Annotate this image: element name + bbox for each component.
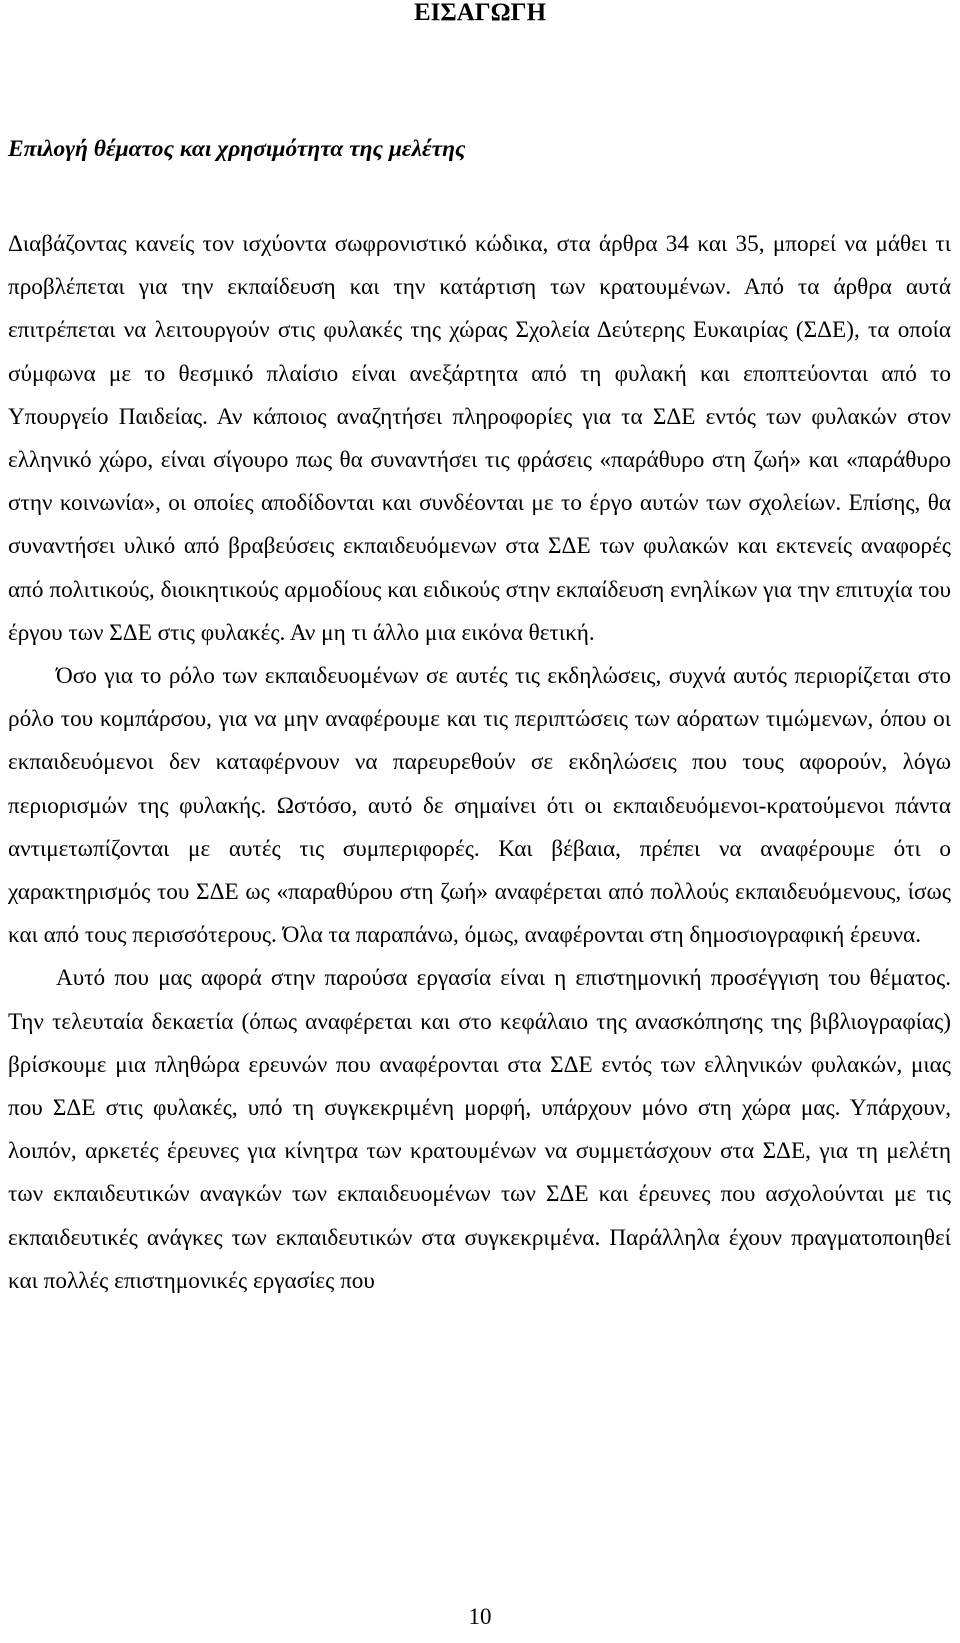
- section-heading: Επιλογή θέματος και χρησιμότητα της μελέτης: [8, 136, 466, 162]
- chapter-title: ΕΙΣΑΓΩΓΗ: [413, 0, 547, 26]
- paragraph-3: Αυτό που μας αφορά στην παρούσα εργασία είναι η επιστημονική προσέγγιση του θέματος. Την τελευταία δεκαετία (όπως αναφέρεται και στο κεφάλαιο της ανασκόπησης της βιβλιογραφίας) βρίσκουμε μια πληθώρα ερευνών που αναφέρονται στα ΣΔΕ εντός των ελληνικών φυλακών, μιας που ΣΔΕ στις φυλακές, υπό τη συγκεκριμένη μορφή, υπάρχουν μόνο στη χώρα μας. Υπάρχουν, λοιπόν, αρκετές έρευνες για κίνητρα των κρατουμένων να συμμετάσχουν στα ΣΔΕ, για τη μελέτη των εκπαιδευτικών αναγκών των εκπαιδευομένων των ΣΔΕ και έρευνες που ασχολούνται με τις εκπαιδευτικές ανάγκες των εκπαιδευτικών στα συγκεκριμένα. Παράλληλα έχουν πραγματοποιηθεί και πολλές επιστημονικές εργασίες που: [8, 965, 951, 1294]
- paragraph-2: Όσο για το ρόλο των εκπαιδευομένων σε αυτές τις εκδηλώσεις, συχνά αυτός περιορίζεται στο ρόλο του κομπάρσου, για να μην αναφέρουμε και τις περιπτώσεις των αόρατων τιμώμενων, όπου οι εκπαιδευόμενοι δεν καταφέρνουν να παρευρεθούν σε εκδηλώσεις που τους αφορούν, λόγω περιορισμών της φυλακής. Ωστόσο, αυτό δε σημαίνει ότι οι εκπαιδευόμενοι-κρατούμενοι πάντα αντιμετωπίζονται με αυτές τις συμπεριφορές. Και βέβαια, πρέπει να αναφέρουμε ότι ο χαρακτηρισμός του ΣΔΕ ως «παραθύρου στη ζωή» αναφέρεται από πολλούς εκπαιδευόμενους, ίσως και από τους περισσότερους. Όλα τα παραπάνω, όμως, αναφέρονται στη δημοσιογραφική έρευνα.: [8, 663, 951, 949]
- paragraph-1: Διαβάζοντας κανείς τον ισχύοντα σωφρονιστικό κώδικα, στα άρθρα 34 και 35, μπορεί να μάθει τι προβλέπεται για την εκπαίδευση και την κατάρτιση των κρατουμένων. Από τα άρθρα αυτά επιτρέπεται να λειτουργούν στις φυλακές της χώρας Σχολεία Δεύτερης Ευκαιρίας (ΣΔΕ), τα οποία σύμφωνα με το θεσμικό πλαίσιο είναι ανεξάρτητα από τη φυλακή και εποπτεύονται από το Υπουργείο Παιδείας. Αν κάποιος αναζητήσει πληροφορίες για τα ΣΔΕ εντός των φυλακών στον ελληνικό χώρο, είναι σίγουρο πως θα συναντήσει τις φράσεις «παράθυρο στη ζωή» και «παράθυρο στην κοινωνία», οι οποίες αποδίδονται και συνδέονται με το έργο αυτών των σχολείων. Επίσης, θα συναντήσει υλικό από βραβεύσεις εκπαιδευόμενων στα ΣΔΕ των φυλακών και εκτενείς αναφορές από πολιτικούς, διοικητικούς αρμοδίους και ειδικούς στην εκπαίδευση ενηλίκων για την επιτυχία του έργου των ΣΔΕ στις φυλακές. Αν μη τι άλλο μια εικόνα θετική.: [8, 231, 951, 646]
- body-text: [8, 223, 951, 1303]
- page-number: 10: [468, 1604, 492, 1629]
